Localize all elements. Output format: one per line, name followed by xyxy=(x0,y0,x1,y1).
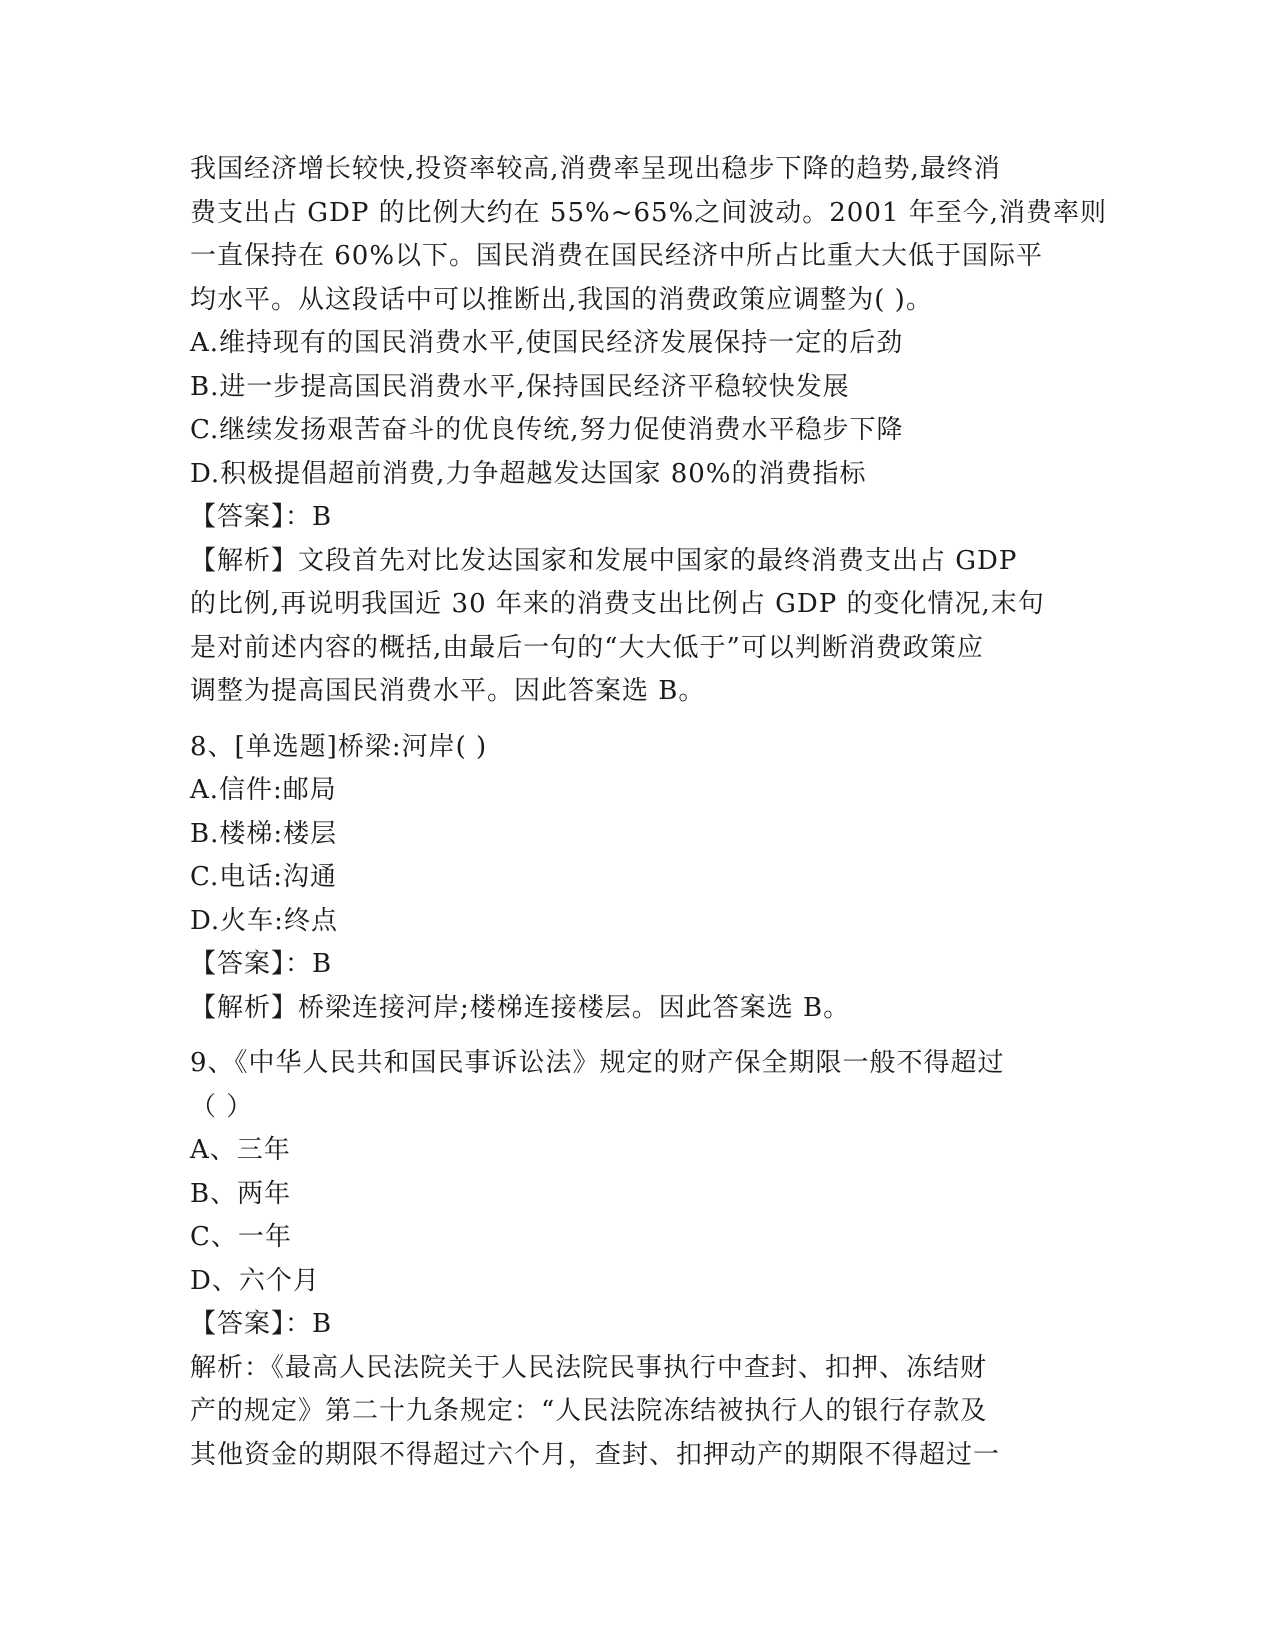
question-9 xyxy=(190,1042,1090,1477)
section-gap xyxy=(190,714,1090,726)
analysis-line: 是对前述内容的概括,由最后一句的“大大低于”可以判断消费政策应 xyxy=(190,632,984,663)
option-c: C.电话:沟通 xyxy=(190,862,337,892)
question-stem-line: 9、《中华人民共和国民事诉讼法》规定的财产保全期限一般不得超过 xyxy=(190,1048,1005,1078)
option-d: D.积极提倡超前消费,力争超越发达国家 80%的消费指标 xyxy=(190,458,867,489)
analysis-line: 解析：《最高人民法院关于人民法院民事执行中查封、扣押、冻结财 xyxy=(190,1352,988,1383)
answer-line: 【答案】：B xyxy=(190,502,333,532)
option-a: A.信件:邮局 xyxy=(190,775,337,805)
question-stem-line: 我国经济增长较快,投资率较高,消费率呈现出稳步下降的趋势,最终消 xyxy=(190,154,1001,184)
option-c: C、一年 xyxy=(190,1222,292,1252)
question-8 xyxy=(190,726,1090,1031)
question-7 xyxy=(190,148,1107,714)
answer-line: 【答案】：B xyxy=(190,949,333,979)
question-stem-line: （ ） xyxy=(190,1091,254,1122)
analysis-line: 【解析】桥梁连接河岸;楼梯连接楼层。因此答案选 B。 xyxy=(190,992,851,1023)
option-a: A、三年 xyxy=(190,1135,291,1165)
option-a: A.维持现有的国民消费水平,使国民经济发展保持一定的后劲 xyxy=(190,328,904,358)
option-b: B.楼梯:楼层 xyxy=(190,818,338,849)
document-page xyxy=(190,148,1107,1477)
option-b: B、两年 xyxy=(190,1178,292,1209)
answer-line: 【答案】：B xyxy=(190,1309,333,1339)
analysis-line: 产的规定》第二十九条规定：“人民法院冻结被执行人的银行存款及 xyxy=(190,1396,988,1426)
question-stem-line: 一直保持在 60%以下。国民消费在国民经济中所占比重大大低于国际平 xyxy=(190,241,1044,271)
option-d: D、六个月 xyxy=(190,1265,320,1296)
option-b: B.进一步提高国民消费水平,保持国民经济平稳较快发展 xyxy=(190,371,850,402)
option-c: C.继续发扬艰苦奋斗的优良传统,努力促使消费水平稳步下降 xyxy=(190,415,904,445)
question-stem-line: 费支出占 GDP 的比例大约在 55%~65%之间波动。2001 年至今,消费率则 xyxy=(190,197,1107,228)
section-gap xyxy=(190,1030,1090,1042)
analysis-line: 其他资金的期限不得超过六个月，查封、扣押动产的期限不得超过一 xyxy=(190,1439,1001,1470)
analysis-line: 【解析】文段首先对比发达国家和发展中国家的最终消费支出占 GDP xyxy=(190,545,1018,576)
analysis-line: 的比例,再说明我国近 30 年来的消费支出比例占 GDP 的变化情况,末句 xyxy=(190,589,1045,619)
analysis-line: 调整为提高国民消费水平。因此答案选 B。 xyxy=(190,676,706,706)
question-stem-line: 8、[单选题]桥梁:河岸( ) xyxy=(190,731,488,762)
question-stem-line: 均水平。从这段话中可以推断出,我国的消费政策应调整为( )。 xyxy=(190,284,933,315)
option-d: D.火车:终点 xyxy=(190,905,338,936)
